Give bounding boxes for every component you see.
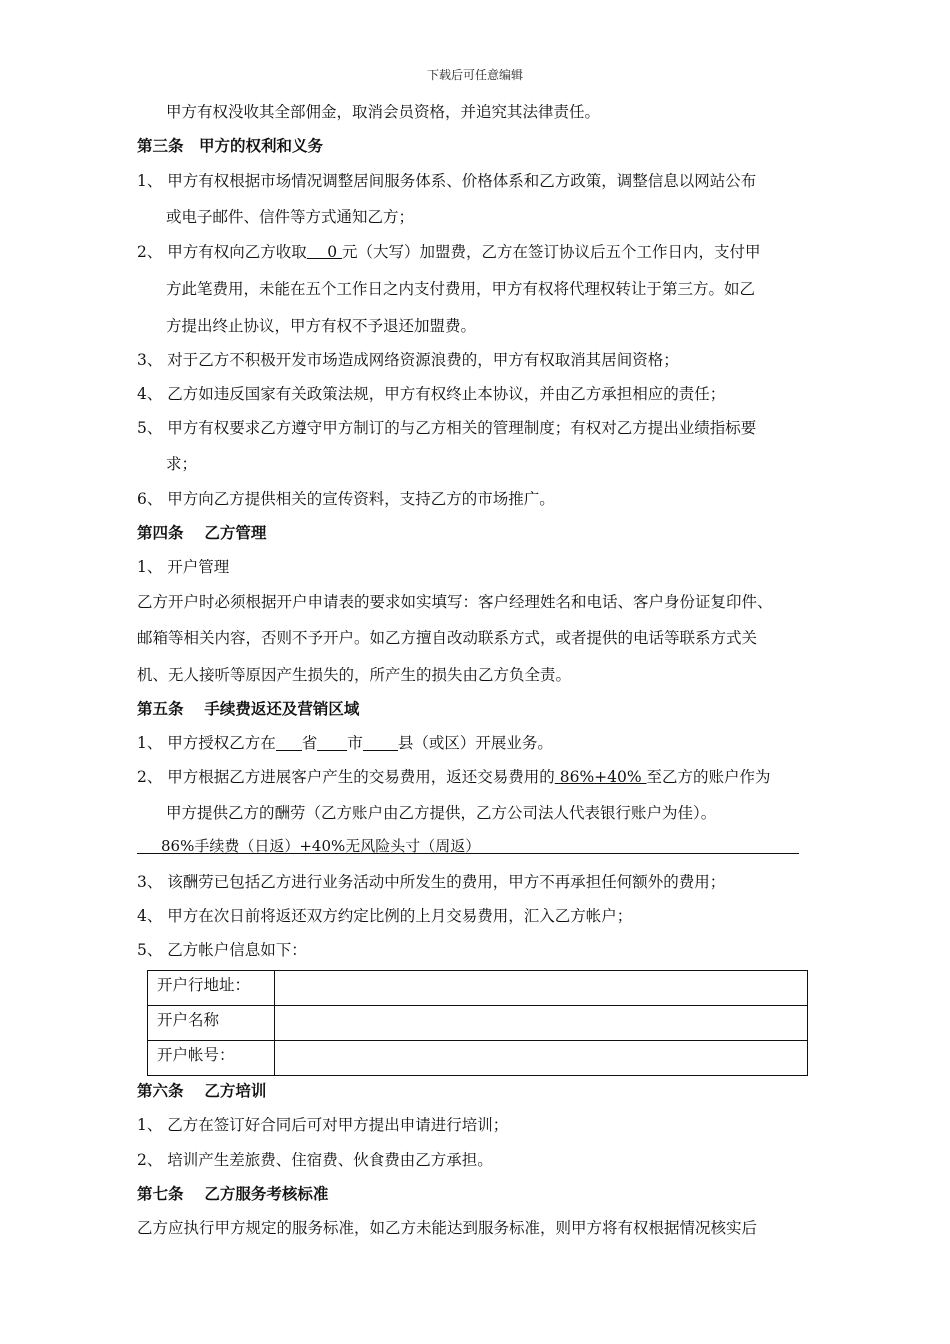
text-segment: 1、 甲方授权乙方在	[137, 734, 276, 752]
paragraph-line: 1、 乙方在签订好合同后可对甲方提出申请进行培训；	[137, 1116, 509, 1134]
paragraph-line: 乙方应执行甲方规定的服务标准，如乙方未能达到服务标准，则甲方将有权根据情况核实后	[137, 1219, 758, 1237]
account-number-value[interactable]	[275, 1041, 808, 1076]
section-heading-6: 第六条 乙方培训	[137, 1081, 267, 1100]
account-name-value[interactable]	[275, 1006, 808, 1041]
section-heading-4: 第四条 乙方管理	[137, 523, 267, 542]
paragraph-line: 1、 甲方有权根据市场情况调整居间服务体系、价格体系和乙方政策，调整信息以网站公布	[137, 172, 757, 190]
paragraph-line: 邮箱等相关内容，否则不予开户。如乙方擅自改动联系方式，或者提供的电话等联系方式关	[137, 629, 758, 647]
paragraph-line: 3、 该酬劳已包括乙方进行业务活动中所发生的费用，甲方不再承担任何额外的费用；	[137, 873, 726, 891]
text-segment: 2、 甲方根据乙方进展客户产生的交易费用，返还交易费用的	[137, 768, 555, 786]
paragraph-line: 3、 对于乙方不积极开发市场造成网络资源浪费的，甲方有权取消其居间资格；	[137, 351, 679, 369]
page-header: 下载后可任意编辑	[426, 68, 523, 82]
table-row	[148, 1006, 808, 1041]
section-heading-3: 第三条 甲方的权利和义务	[137, 136, 324, 155]
paragraph-line: 方此笔费用，未能在五个工作日之内支付费用，甲方有权将代理权转让于第三方。如乙	[166, 280, 756, 298]
account-number-label: 开户帐号：	[148, 1041, 275, 1076]
paragraph-line: 5、 甲方有权要求乙方遵守甲方制订的与乙方相关的管理制度；有权对乙方提出业绩指标要	[137, 419, 757, 437]
paragraph-line: 求；	[166, 455, 198, 473]
account-info-table	[147, 970, 808, 1076]
paragraph-line: 方提出终止协议，甲方有权不予退还加盟费。	[166, 317, 477, 335]
county-blank	[363, 734, 398, 751]
text-segment: 2、 甲方有权向乙方收取	[137, 243, 307, 261]
account-name-label: 开户名称	[148, 1006, 275, 1041]
text-segment: 县（或区）开展业务。	[397, 734, 553, 752]
section-heading-7: 第七条 乙方服务考核标准	[137, 1184, 329, 1203]
paragraph-line: 或电子邮件、信件等方式通知乙方；	[166, 208, 415, 226]
text-segment: 市	[347, 734, 363, 752]
paragraph-line	[137, 767, 771, 787]
table-row	[148, 971, 808, 1006]
text-segment: 至乙方的账户作为	[646, 768, 771, 786]
paragraph-line: 5、 乙方帐户信息如下：	[137, 941, 307, 959]
paragraph-line	[137, 733, 553, 753]
paragraph-line: 1、 开户管理	[137, 558, 230, 576]
fee-amount-field: 0	[306, 243, 343, 261]
paragraph-line: 6、 甲方向乙方提供相关的宣传资料，支持乙方的市场推广。	[137, 490, 555, 508]
rebate-note: 86%手续费（日返）+40%无风险头寸（周返）	[161, 837, 481, 855]
paragraph-line: 2、 培训产生差旅费、住宿费、伙食费由乙方承担。	[137, 1151, 493, 1169]
city-blank	[317, 734, 347, 751]
paragraph-line	[137, 242, 761, 262]
paragraph-line: 乙方开户时必须根据开户申请表的要求如实填写：客户经理姓名和电话、客户身份证复印件、	[137, 593, 773, 611]
paragraph-line: 4、 甲方在次日前将返还双方约定比例的上月交易费用，汇入乙方帐户；	[137, 907, 633, 925]
table-row	[148, 1041, 808, 1076]
text-segment: 省	[301, 734, 318, 752]
province-blank	[276, 734, 302, 751]
paragraph-line: 甲方有权没收其全部佣金，取消会员资格，并追究其法律责任。	[166, 103, 601, 121]
bank-address-value[interactable]	[275, 971, 808, 1006]
text-segment: 元（大写）加盟费，乙方在签订协议后五个工作日内，支付甲	[342, 243, 761, 261]
paragraph-line: 机、无人接听等原因产生损失的，所产生的损失由乙方负全责。	[137, 666, 572, 684]
rebate-rate-field: 86%+40%	[554, 768, 647, 786]
section-heading-5: 第五条 手续费返还及营销区域	[137, 699, 360, 718]
paragraph-line: 4、 乙方如违反国家有关政策法规，甲方有权终止本协议，并由乙方承担相应的责任；	[137, 385, 726, 403]
paragraph-line: 甲方提供乙方的酬劳（乙方账户由乙方提供，乙方公司法人代表银行账户为佳）。	[166, 804, 717, 822]
bank-address-label: 开户行地址：	[148, 971, 275, 1006]
